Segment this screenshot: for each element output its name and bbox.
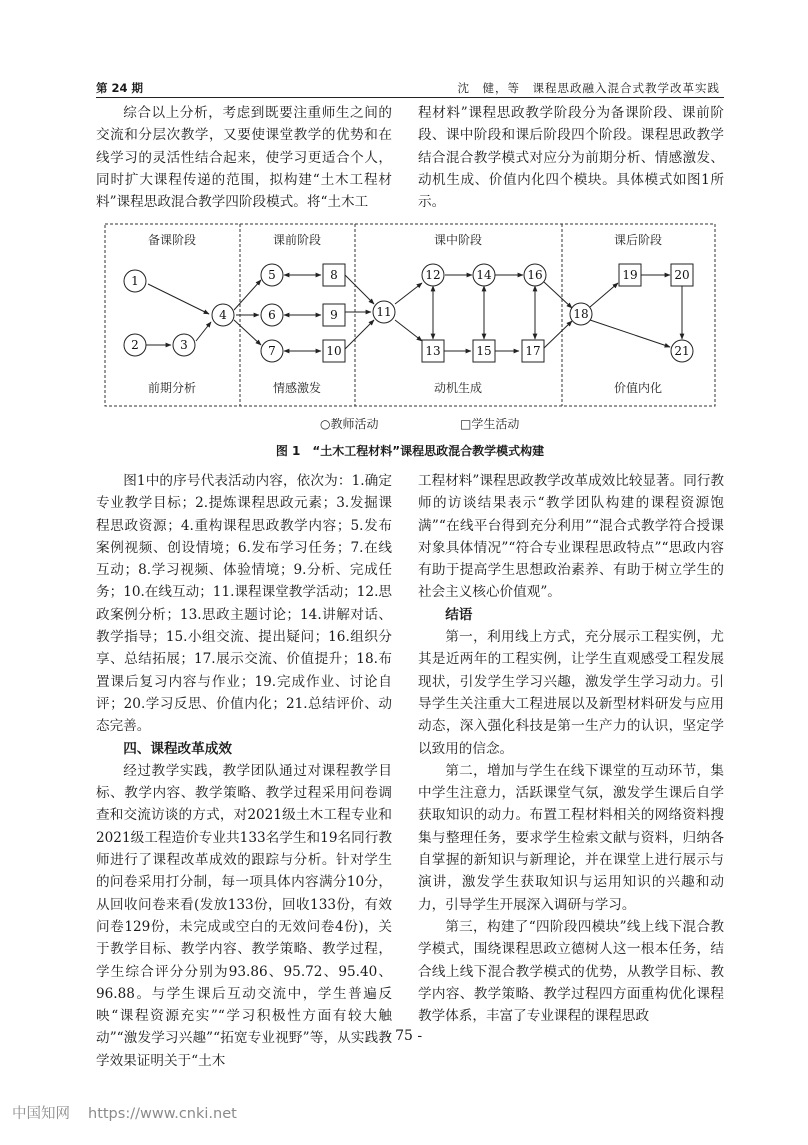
svg-text:11: 11 bbox=[376, 305, 392, 319]
paragraph: 程材料”课程思政教学阶段分为备课阶段、课前阶段、课中阶段和课后阶段四个阶段。课程思政教学结合混合教学模式对应分为前期分析、情感激发、动机生成、价值内化四个模块。具体模式如图1所示。 bbox=[418, 105, 724, 211]
svg-text:5: 5 bbox=[268, 268, 276, 282]
flow-arrow bbox=[395, 283, 422, 304]
paragraph: 第二，增加与学生在线下课堂的互动环节，集中学生注意力，活跃课堂气氛，激发学生课后自学获取知识的动力。布置工程材料相关的网络资料搜集与整理任务，要求学生检索文献与资料，归纳各自掌握的新知识与新理论，并在课堂上进行展示与演讲，激发学生获取知识与运用知识的兴趣和动力，引导学生开展深入调研与学习。 bbox=[418, 762, 724, 913]
stage-label: 课中阶段 bbox=[433, 233, 483, 247]
section-heading: 四、课程改革成效 bbox=[123, 740, 232, 757]
paragraph: 第三，构建了“四阶段四模块”线上线下混合教学模式，围绕课程思政立德树人这一根本任务，结合线上线下混合教学模式的优势，从教学目标、教学内容、教学策略、教学过程四方面重构优化课程教学体系，丰富了专业课程的课程思政 bbox=[418, 918, 724, 1025]
teacher-activity-node bbox=[173, 334, 195, 356]
paragraph: 工程材料”课程思政教学改革成效比较显著。同行教师的访谈结果表示“教学团队构建的课程资源饱满”“在线平台得到充分利用”“混合式教学符合授课对象具体情况”“符合专业课程思政特点”“思政内容有助于提高学生思想政治素养、有助于树立学生的社会主义核心价值观”。 bbox=[418, 473, 725, 601]
teacher-activity-node bbox=[570, 303, 592, 325]
student-activity-node bbox=[619, 264, 641, 286]
svg-text:10: 10 bbox=[326, 344, 342, 358]
flow-arrow bbox=[544, 282, 572, 308]
svg-text:3: 3 bbox=[180, 338, 188, 352]
top-left-column bbox=[96, 102, 392, 213]
svg-text:15: 15 bbox=[476, 344, 492, 358]
watermark-url: https://www.cnki.net bbox=[88, 1106, 237, 1122]
teacher-activity-node bbox=[212, 304, 234, 326]
stage-label: 课后阶段 bbox=[613, 233, 663, 247]
teacher-activity-node bbox=[671, 340, 693, 362]
svg-text:1: 1 bbox=[131, 274, 139, 288]
svg-text:7: 7 bbox=[268, 344, 276, 358]
paragraph: 图1中的序号代表活动内容，依次为：1.确定专业教学目标；2.提炼课程思政元素；3.发掘课程思政资源；4.重构课程思政教学内容；5.发布案例视频、创设情境；6.发布学习任务；7.在线互动；8.学习视频、体验情境；9.分析、完成任务；10.在线互动；11.课程课堂教学活动；12.思政案例分析；13.思政主题讨论；14.讲解对话、教学指导；15.小组交流、提出疑问；16.组织分享、总结拓展；17.展示交流、价值提升；18.布置课后复习内容与作业；19.完成作业、讨论自评；20.学习反思、价值内化；21.总结评价、动态完善。 bbox=[96, 473, 392, 735]
teacher-activity-node bbox=[124, 334, 146, 356]
flow-arrow bbox=[234, 320, 261, 345]
flow-arrow bbox=[345, 320, 374, 349]
running-title: 沈 健，等 课程思政融入混合式教学改革实践 bbox=[457, 81, 720, 95]
flow-arrow bbox=[395, 320, 422, 341]
teacher-activity-node bbox=[524, 264, 546, 286]
teacher-activity-node bbox=[473, 264, 495, 286]
bottom-right-column bbox=[418, 470, 724, 1027]
svg-text:9: 9 bbox=[330, 308, 338, 322]
flow-arrow bbox=[345, 275, 374, 304]
paragraph: 综合以上分析，考虑到既要注重师生之间的交流和分层次教学，又要使课堂教学的优势和在线学习的灵活性结合起来，使学习更适合个人，同时扩大课程传递的范围，拟构建“土木工程材料”课程思政混合教学四阶段模式。将“土木工 bbox=[96, 105, 392, 211]
flow-arrow bbox=[544, 321, 572, 348]
teacher-activity-node bbox=[373, 301, 395, 323]
page-number: - 75 - bbox=[385, 1028, 423, 1044]
flow-arrow bbox=[590, 320, 670, 347]
bottom-left-column bbox=[96, 470, 392, 1072]
svg-text:20: 20 bbox=[674, 268, 690, 282]
student-activity-node bbox=[473, 340, 495, 362]
svg-text:16: 16 bbox=[527, 268, 543, 282]
svg-text:4: 4 bbox=[219, 308, 227, 322]
module-label: 价值内化 bbox=[613, 381, 663, 395]
student-activity-node bbox=[422, 340, 444, 362]
svg-text:17: 17 bbox=[525, 344, 541, 358]
section-heading: 结语 bbox=[445, 606, 473, 623]
svg-text:14: 14 bbox=[476, 268, 492, 282]
paragraph: 经过教学实践，教学团队通过对课程教学目标、教学内容、教学策略、教学过程采用问卷调查和交流访谈的方式，对2021级土木工程专业和2021级工程造价专业共133名学生和19名同行教师进行了课程改革成效的跟踪与分析。针对学生的问卷采用打分制，每一项具体内容满分10分，从回收问卷来看(发放133份，回收133份，有效问卷129份，未完成或空白的无效问卷4份)，关于教学目标、教学内容、教学策略、教学过程，学生综合评分分别为93.86、95.72、95.40、96.88。与学生课后互动交流中，学生普遍反映“课程资源充实”“学习积极性方面有较大触动”“激发学习兴趣”“拓宽专业视野”等，从实践教学效果证明关于“土木 bbox=[96, 762, 392, 1069]
journal-issue: 第 24 期 bbox=[96, 81, 144, 95]
svg-text:19: 19 bbox=[622, 268, 638, 282]
stage-label: 课前阶段 bbox=[272, 233, 322, 247]
student-activity-node bbox=[671, 264, 693, 286]
stage-label: 备课阶段 bbox=[147, 233, 197, 247]
cnki-watermark bbox=[12, 1102, 255, 1123]
flow-arrow bbox=[590, 283, 618, 307]
header-divider bbox=[96, 97, 724, 98]
module-label: 前期分析 bbox=[147, 381, 197, 395]
svg-text:12: 12 bbox=[425, 268, 441, 282]
flow-arrow bbox=[148, 284, 209, 314]
legend-student-activity: □学生活动 bbox=[460, 417, 520, 431]
module-label: 动机生成 bbox=[433, 381, 483, 395]
teacher-activity-node bbox=[261, 264, 283, 286]
teacher-activity-node bbox=[261, 304, 283, 326]
student-activity-node bbox=[323, 264, 345, 286]
watermark-site-name: 中国知网 bbox=[12, 1106, 70, 1122]
svg-text:21: 21 bbox=[674, 344, 690, 358]
diagram-frame bbox=[105, 224, 715, 406]
teacher-activity-node bbox=[422, 264, 444, 286]
teaching-model-diagram bbox=[90, 220, 730, 460]
flow-arrow bbox=[234, 280, 261, 310]
svg-text:18: 18 bbox=[573, 307, 589, 321]
flow-arrow bbox=[196, 322, 211, 341]
module-label: 情感激发 bbox=[272, 381, 322, 395]
student-activity-node bbox=[323, 340, 345, 362]
legend-teacher-activity: ○教师活动 bbox=[320, 417, 379, 431]
svg-text:13: 13 bbox=[425, 344, 441, 358]
svg-text:2: 2 bbox=[131, 338, 139, 352]
student-activity-node bbox=[522, 340, 544, 362]
svg-text:6: 6 bbox=[268, 308, 276, 322]
svg-text:8: 8 bbox=[330, 268, 338, 282]
paragraph: 第一，利用线上方式，充分展示工程实例，尤其是近两年的工程实例，让学生直观感受工程发展现状，引发学生学习兴趣，激发学生学习动力。引导学生关注重大工程进展以及新型材料研发与应用动态，深入强化科技是第一生产力的认识，坚定学以致用的信念。 bbox=[418, 629, 724, 757]
top-right-column bbox=[418, 102, 724, 213]
teacher-activity-node bbox=[124, 270, 146, 292]
teacher-activity-node bbox=[261, 340, 283, 362]
figure-caption: 图 1 “土木工程材料”课程思政混合教学模式构建 bbox=[275, 444, 545, 458]
student-activity-node bbox=[323, 304, 345, 326]
